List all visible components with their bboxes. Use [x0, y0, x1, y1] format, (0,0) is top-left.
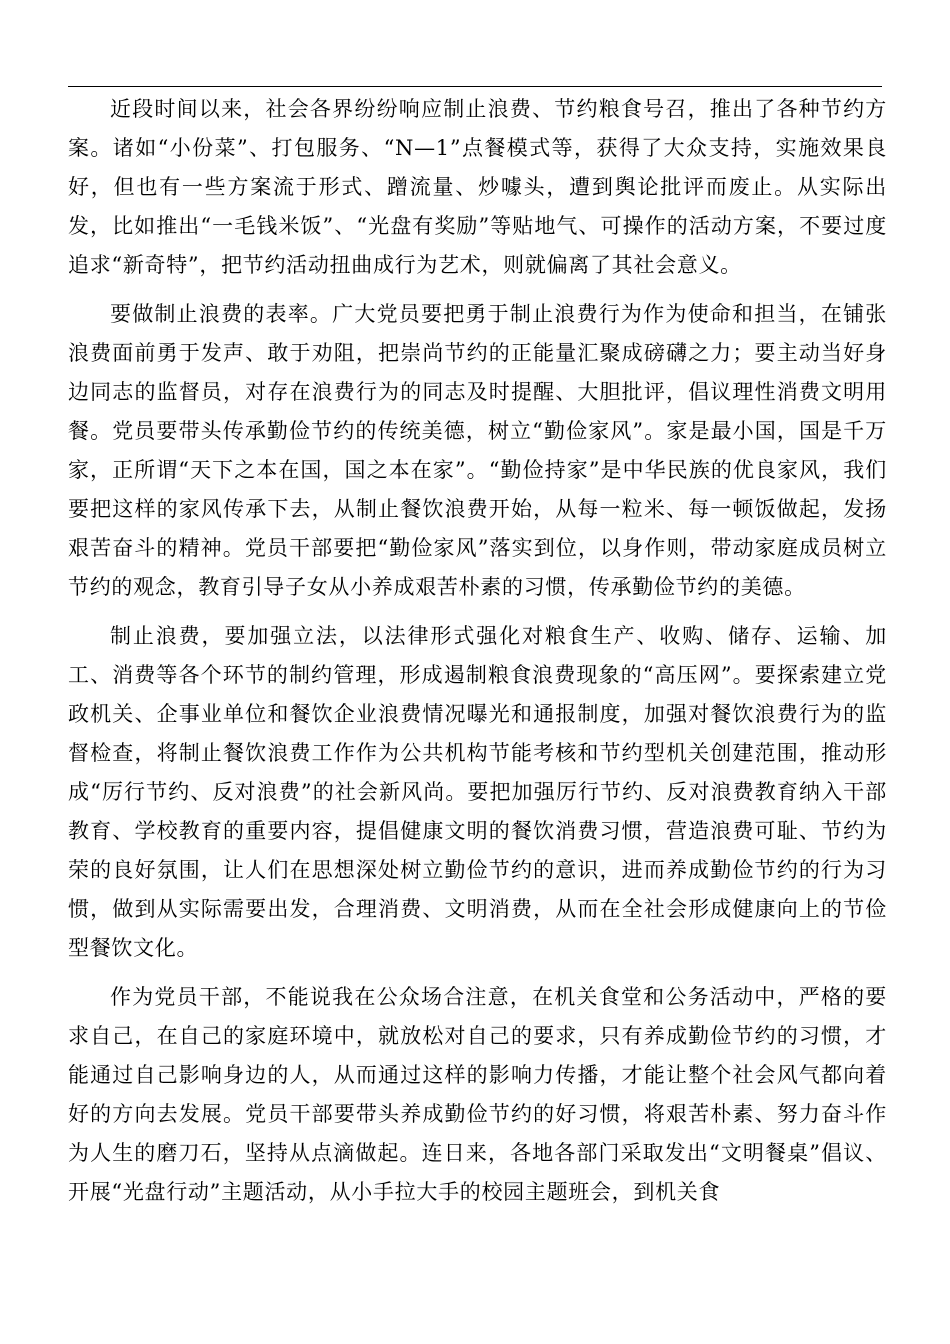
document-body	[68, 90, 887, 1222]
paragraph-1: 近段时间以来，社会各界纷纷响应制止浪费、节约粮食号召，推出了各种节约方案。诸如“小份菜”、打包服务、“N—1”点餐模式等，获得了大众支持，实施效果良好，但也有一些方案流于形式、蹭流量、炒噱头，遭到舆论批评而废止。从实际出发，比如推出“一毛钱米饭”、“光盘有奖励”等贴地气、可操作的活动方案，不要过度追求“新奇特”，把节约活动扭曲成行为艺术，则就偏离了其社会意义。	[68, 97, 887, 277]
paragraph-3: 制止浪费，要加强立法，以法律形式强化对粮食生产、收购、储存、运输、加工、消费等各个环节的制约管理，形成遏制粮食浪费现象的“高压网”。要探索建立党政机关、企事业单位和餐饮企业浪费情况曝光和通报制度，加强对餐饮浪费行为的监督检查，将制止餐饮浪费工作作为公共机构节能考核和节约型机关创建范围，推动形成“厉行节约、反对浪费”的社会新风尚。要把加强厉行节约、反对浪费教育纳入干部教育、学校教育的重要内容，提倡健康文明的餐饮消费习惯，营造浪费可耻、节约为荣的良好氛围，让人们在思想深处树立勤俭节约的意识，进而养成勤俭节约的行为习惯，做到从实际需要出发，合理消费、文明消费，从而在全社会形成健康向上的节俭型餐饮文化。	[68, 624, 887, 960]
header-rule	[68, 86, 882, 87]
paragraph-2: 要做制止浪费的表率。广大党员要把勇于制止浪费行为作为使命和担当，在铺张浪费面前勇于发声、敢于劝阻，把崇尚节约的正能量汇聚成磅礴之力；要主动当好身边同志的监督员，对存在浪费行为的同志及时提醒、大胆批评，倡议理性消费文明用餐。党员要带头传承勤俭节约的传统美德，树立“勤俭家风”。家是最小国，国是千万家，正所谓“天下之本在国，国之本在家”。“勤俭持家”是中华民族的优良家风，我们要把这样的家风传承下去，从制止餐饮浪费开始，从每一粒米、每一顿饭做起，发扬艰苦奋斗的精神。党员干部要把“勤俭家风”落实到位，以身作则，带动家庭成员树立节约的观念，教育引导子女从小养成艰苦朴素的习惯，传承勤俭节约的美德。	[68, 302, 887, 599]
paragraph-4: 作为党员干部，不能说我在公众场合注意，在机关食堂和公务活动中，严格的要求自己，在自己的家庭环境中，就放松对自己的要求，只有养成勤俭节约的习惯，才能通过自己影响身边的人，从而通过这样的影响力传播，才能让整个社会风气都向着好的方向去发展。党员干部要带头养成勤俭节约的好习惯，将艰苦朴素、努力奋斗作为人生的磨刀石，坚持从点滴做起。连日来，各地各部门采取发出“文明餐桌”倡议、开展“光盘行动”主题活动，从小手拉大手的校园主题班会，到机关食	[68, 985, 887, 1204]
